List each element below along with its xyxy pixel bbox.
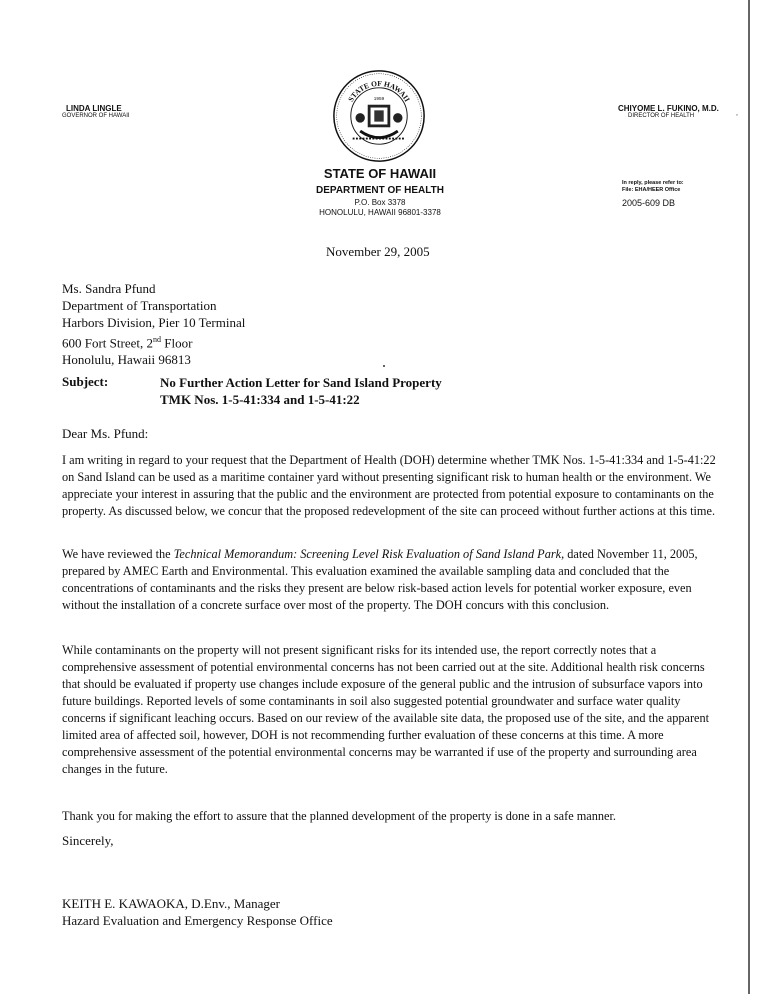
recipient-division: Harbors Division, Pier 10 Terminal <box>62 315 246 330</box>
recipient-name: Ms. Sandra Pfund <box>62 281 156 296</box>
subject-line-1: No Further Action Letter for Sand Island Property <box>160 375 442 390</box>
city-address: HONOLULU, HAWAII 96801-3378 <box>319 208 441 217</box>
stray-mark: , <box>736 108 738 117</box>
reference-number: 2005-609 DB <box>622 198 676 208</box>
seal-text: STATE OF HAWAII <box>346 78 412 104</box>
signature-title: Hazard Evaluation and Emergency Response Office <box>62 913 333 928</box>
state-heading: STATE OF HAWAII <box>323 166 437 181</box>
state-seal-icon <box>332 69 426 163</box>
subject-text <box>160 374 442 408</box>
po-box: P.O. Box 3378 <box>354 198 406 207</box>
body-paragraph-4: Thank you for making the effort to assure that the planned development of the property is done in a safe manner. <box>62 809 616 823</box>
recipient-street: 600 Fort Street, 2nd Floor <box>62 335 193 351</box>
body-paragraph-1: I am writing in regard to your request that the Department of Health (DOH) determine whether TMK Nos. 1-5-41:334 and 1-5-41:22 on Sand Island can be used as a maritime container yard without presenting significant risk to human health or the environment. We appreciate your interest in assuring that the public and the environment are protected from potential exposure to contaminants on the property. As discussed below, we concur that the proposed redevelopment of the site can proceed without further actions at this time. <box>62 453 716 518</box>
recipient-address <box>62 280 245 368</box>
subject-label: Subject: <box>62 374 109 389</box>
subject-line-2: TMK Nos. 1-5-41:334 and 1-5-41:22 <box>160 392 360 407</box>
body-paragraph-2: We have reviewed the Technical Memorandum: Screening Level Risk Evaluation of Sand Island Park, dated November 11, 2005, prepared by AMEC Earth and Environmental. This evaluation examined the available sampling data and concluded that the concentrations of contaminants and the risks they present are below risk-based action levels for potential worker exposure, even without the installation of a concrete surface over most of the property. The DOH concurs with this conclusion. <box>62 547 698 612</box>
recipient-department: Department of Transportation <box>62 298 217 313</box>
closing: Sincerely, <box>62 833 114 848</box>
signature-name: KEITH E. KAWAOKA, D.Env., Manager <box>62 896 280 911</box>
seal-year: 1959 <box>373 96 385 102</box>
salutation: Dear Ms. Pfund: <box>62 426 149 441</box>
director-name: CHIYOME L. FUKINO, M.D. <box>618 104 719 113</box>
stray-dot <box>383 365 385 367</box>
memo-title: Technical Memorandum: Screening Level Risk Evaluation of Sand Island Park <box>173 547 562 561</box>
letter-date: November 29, 2005 <box>326 244 430 259</box>
director-title: DIRECTOR OF HEALTH <box>628 113 695 119</box>
scan-edge-line <box>748 0 750 994</box>
reply-line-2: File: EHA/HEER Office <box>622 187 681 193</box>
governor-title: GOVERNOR OF HAWAII <box>62 113 130 119</box>
reply-reference-block <box>622 180 684 194</box>
department-heading: DEPARTMENT OF HEALTH <box>316 185 444 196</box>
governor-name: LINDA LINGLE <box>66 104 122 113</box>
recipient-city: Honolulu, Hawaii 96813 <box>62 352 191 368</box>
reply-line-1: In reply, please refer to: <box>622 180 684 186</box>
body-paragraph-3: While contaminants on the property will not present significant risks for its intended use, the report correctly notes that a comprehensive assessment of potential environmental concerns has not been carried out at the site. Additional health risk concerns that should be evaluated if property use changes include exposure of the general public and the intrusion of subsurface vapors into future buildings. Reported levels of some contaminants in soil also suggested potential groundwater and surface water quality concerns if significant leaching occurs. Based on our review of the available site data, the proposed use of the site, and the apparent limited area of affected soil, however, DOH is not recommending further evaluation of these concerns at this time. A more comprehensive assessment of the potential environmental concerns may be warranted if use of the property and surrounding area changes in the future. <box>62 643 710 776</box>
